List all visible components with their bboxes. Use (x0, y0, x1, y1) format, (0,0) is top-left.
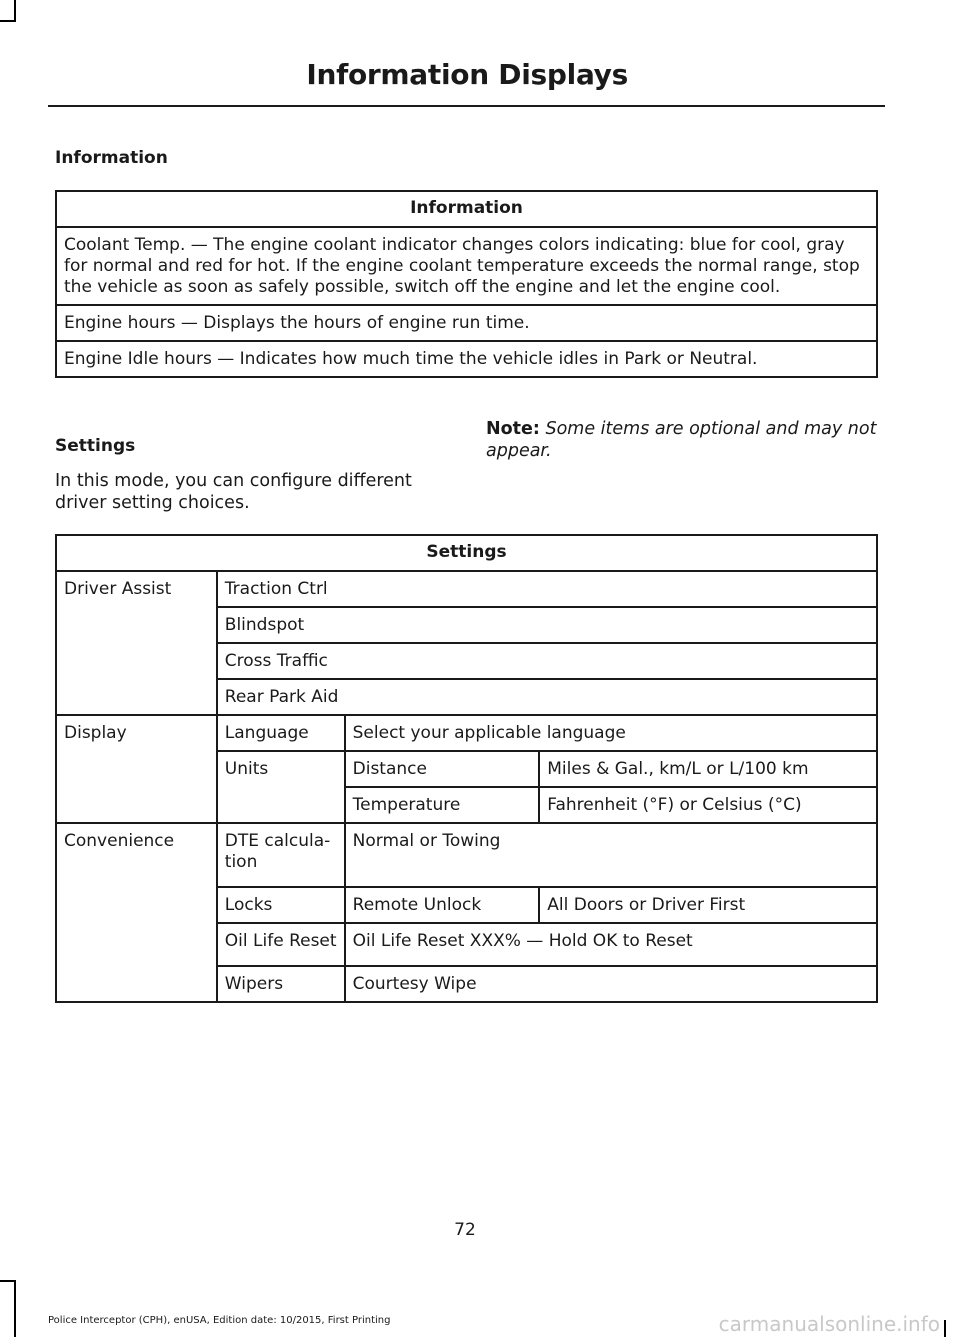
table-row: Coolant Temp. — The engine coolant indicator changes colors indicating: blue for cool, gray for normal and red for hot. If the engine coolant temperature exceeds the normal range, stop the vehicle as soon as safely possible, switch off the engine and let the engine cool. (56, 227, 877, 305)
note-label: Note: (486, 419, 540, 439)
crop-mark (0, 1280, 16, 1282)
footer-text: Police Interceptor (CPH), enUSA, Edition date: 10/2015, First Printing (48, 1315, 391, 1326)
oil-life-label: Oil Life Reset (217, 923, 345, 966)
table-row: Rear Park Aid (217, 679, 877, 715)
remote-unlock-label: Remote Unlock (345, 887, 540, 923)
locks-label: Locks (217, 887, 345, 923)
wipers-value: Courtesy Wipe (345, 966, 877, 1002)
settings-intro: In this mode, you can configure different driver setting choices. (55, 471, 412, 513)
information-table (55, 190, 878, 378)
table-row: Engine hours — Displays the hours of engine run time. (56, 305, 877, 341)
table-row: Blindspot (217, 607, 877, 643)
distance-label: Distance (345, 751, 540, 787)
language-value: Select your applicable language (345, 715, 877, 751)
dte-value: Normal or Towing (345, 823, 877, 887)
table-row: Engine Idle hours — Indicates how much time the vehicle idles in Park or Neutral. (56, 341, 877, 377)
information-heading: Information (55, 148, 168, 168)
settings-table (55, 534, 878, 1003)
crop-mark (14, 0, 16, 20)
language-label: Language (217, 715, 345, 751)
wipers-label: Wipers (217, 966, 345, 1002)
temperature-label: Temperature (345, 787, 540, 823)
oil-life-value: Oil Life Reset XXX% — Hold OK to Reset (345, 923, 877, 966)
watermark: carmanualsonline.info (718, 1312, 940, 1336)
dte-label: DTE calcula-tion (217, 823, 345, 887)
crop-mark (14, 1280, 16, 1337)
note-text: Some items are optional and may not appear. (486, 419, 877, 461)
units-label: Units (217, 751, 345, 823)
display-label: Display (56, 715, 217, 823)
page-title: Information Displays (306, 58, 628, 91)
driver-assist-label: Driver Assist (56, 571, 217, 715)
settings-table-title: Settings (56, 535, 877, 571)
table-row: Traction Ctrl (217, 571, 877, 607)
settings-note (486, 418, 881, 462)
locks-value: All Doors or Driver First (539, 887, 877, 923)
crop-mark (0, 20, 16, 22)
convenience-label: Convenience (56, 823, 217, 1002)
table-row: Cross Traffic (217, 643, 877, 679)
information-table-title: Information (56, 191, 877, 227)
header-rule (48, 105, 885, 107)
temperature-value: Fahrenheit (°F) or Celsius (°C) (539, 787, 877, 823)
settings-heading: Settings (55, 436, 136, 456)
crop-mark (944, 1320, 946, 1337)
page-number: 72 (454, 1220, 476, 1240)
distance-value: Miles & Gal., km/L or L/100 km (539, 751, 877, 787)
